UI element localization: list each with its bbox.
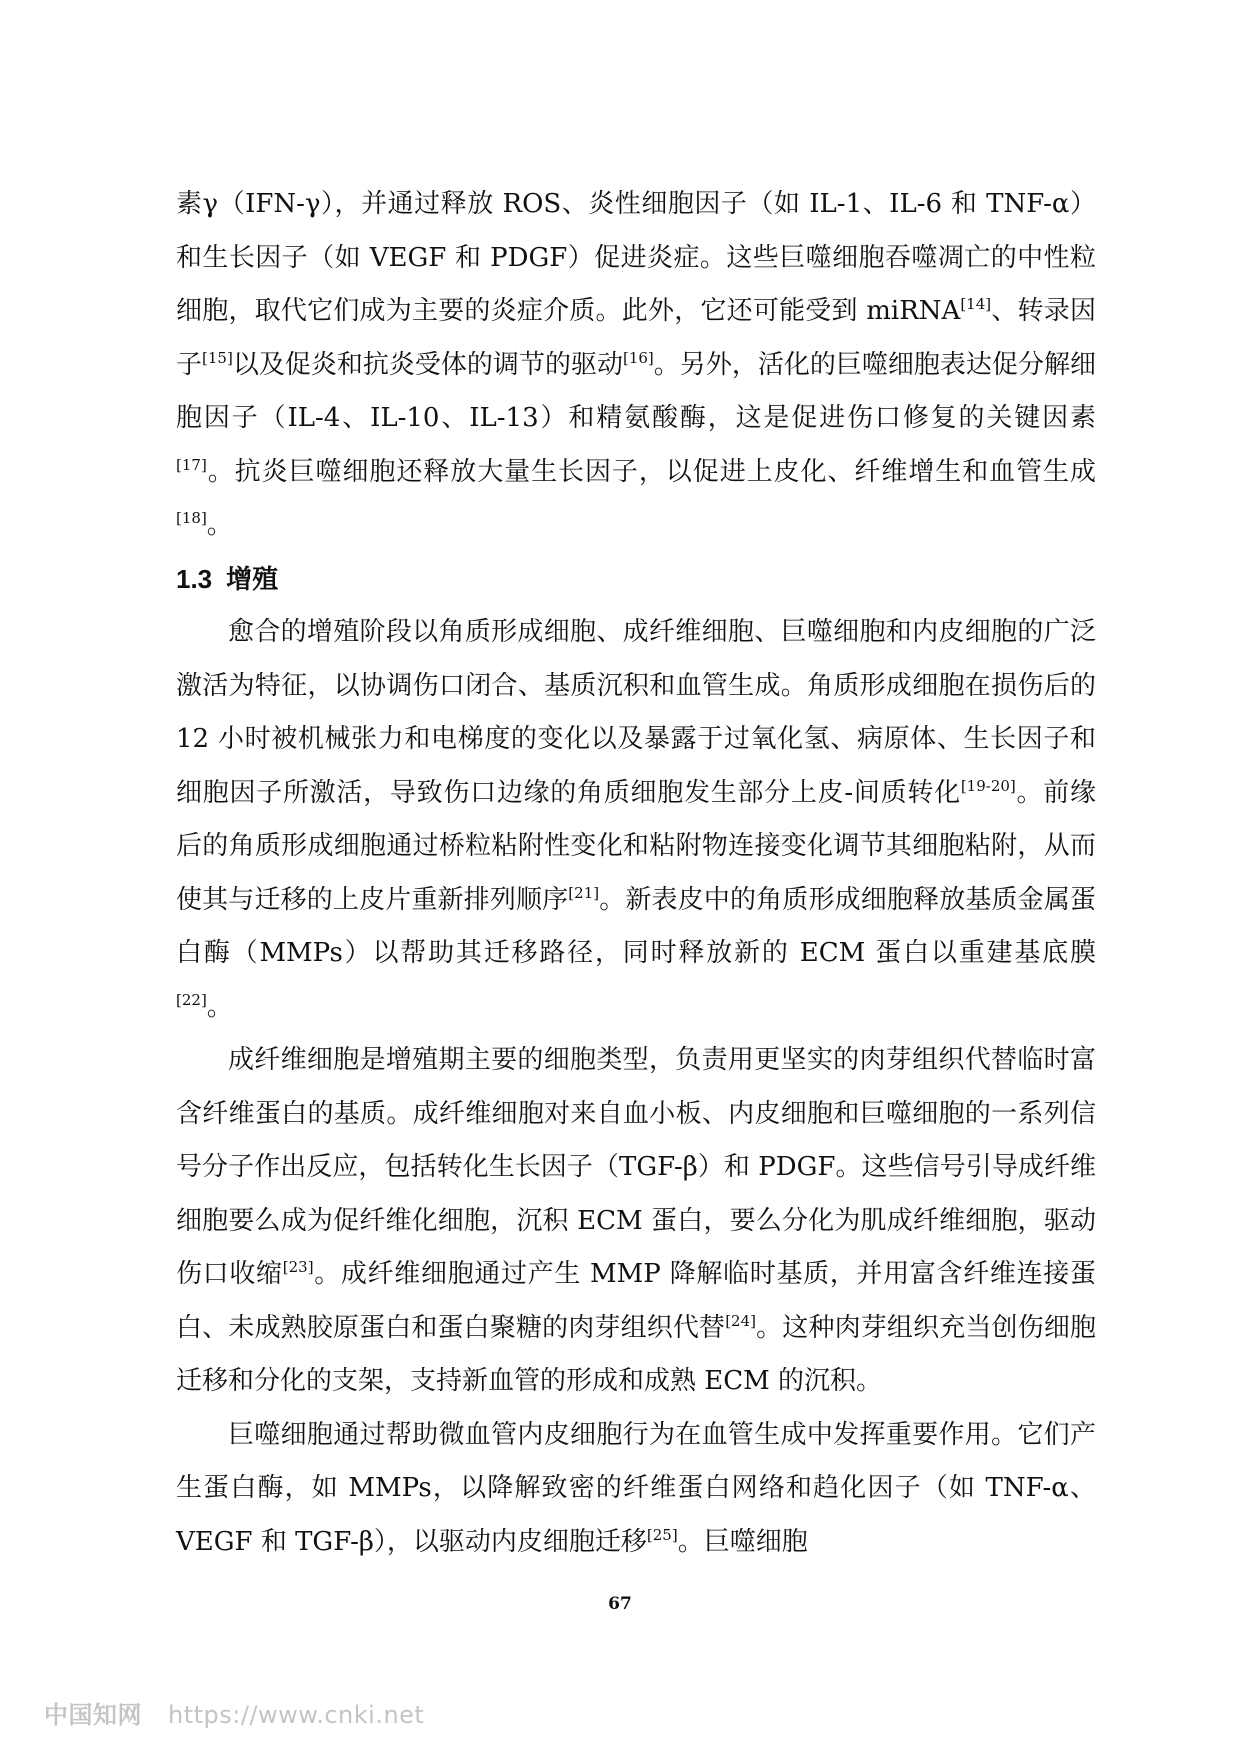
citation-ref: [22] xyxy=(176,990,207,1009)
text-run: 。成纤维细胞通过产生 MMP 降解临时基质，并用富含纤维连接蛋白、未成熟胶原蛋白和蛋白聚糖的肉芽组织代替 xyxy=(176,1259,1096,1343)
citation-ref: [16] xyxy=(622,348,654,367)
section-heading xyxy=(176,553,1096,607)
watermark-brand: 中国知网 xyxy=(44,1701,142,1729)
text-run: 。另外，活化的巨噬细胞表达促分解细胞因子（IL-4、IL-10、IL-13）和精氨酸酶，这是促进伤口修复的关键因素 xyxy=(176,349,1096,433)
paragraph-proliferation-keratinocytes xyxy=(176,606,1096,1034)
text-run: 。前缘后的角质形成细胞通过桥粒粘附性变化和粘附物连接变化调节其细胞粘附，从而使其与迁移的上皮片重新排列顺序 xyxy=(176,777,1096,915)
text-run: 。这种肉芽组织充当创伤细胞迁移和分化的支架，支持新血管的形成和成熟 ECM 的沉积。 xyxy=(176,1312,1096,1396)
text-run: 愈合的增殖阶段以角质形成细胞、成纤维细胞、巨噬细胞和内皮细胞的广泛激活为特征，以协调伤口闭合、基质沉积和血管生成。角质形成细胞在损伤后的 12 小时被机械张力和电梯度的变化以及暴露于过氧化氢、病原体、生长因子和细胞因子所激活，导致伤口边缘的角质细胞发生部分上皮-间质转化 xyxy=(176,617,1096,808)
citation-ref: [24] xyxy=(725,1311,756,1330)
citation-ref: [19-20] xyxy=(960,776,1016,795)
text-run: 素γ（IFN-γ），并通过释放 ROS、炎性细胞因子（如 IL-1、IL-6 和 TNF-α）和生长因子（如 VEGF 和 PDGF）促进炎症。这些巨噬细胞吞噬凋亡的中性粒细胞，取代它们成为主要的炎症介质。此外，它还可能受到 miRNA xyxy=(176,189,1096,326)
text-run: 以及促炎和抗炎受体的调节的驱动 xyxy=(232,349,623,380)
text-run: 。新表皮中的角质形成细胞释放基质金属蛋白酶（MMPs）以帮助其迁移路径，同时释放新的 ECM 蛋白以重建基底膜 xyxy=(176,884,1096,968)
citation-ref: [18] xyxy=(176,509,207,527)
page-number: 67 xyxy=(608,1594,632,1614)
cnki-watermark xyxy=(44,1695,424,1730)
paragraph-fibroblasts xyxy=(176,1034,1096,1409)
section-number: 1.3 xyxy=(176,563,213,594)
text-run: 成纤维细胞是增殖期主要的细胞类型，负责用更坚实的肉芽组织代替临时富含纤维蛋白的基质。成纤维细胞对来自血小板、内皮细胞和巨噬细胞的一系列信号分子作出反应，包括转化生长因子（TGF-β）和 PDGF。这些信号引导成纤维细胞要么成为促纤维化细胞，沉积 ECM 蛋白，要么分化为肌成纤维细胞，驱动伤口收缩 xyxy=(176,1045,1096,1289)
citation-ref: [23] xyxy=(282,1258,314,1276)
citation-ref: [14] xyxy=(960,295,992,313)
citation-ref: [25] xyxy=(646,1525,678,1544)
text-run: 。巨噬细胞 xyxy=(677,1526,808,1557)
text-run: 。 xyxy=(206,510,233,540)
text-run: 巨噬细胞通过帮助微血管内皮细胞行为在血管生成中发挥重要作用。它们产生蛋白酶，如 MMPs，以降解致密的纤维蛋白网络和趋化因子（如 TNF-α、VEGF 和 TGF-β），以驱动内皮细胞迁移 xyxy=(176,1419,1096,1557)
text-run: 。 xyxy=(206,991,233,1022)
paragraph-angiogenesis xyxy=(176,1409,1096,1570)
citation-ref: [17] xyxy=(176,455,207,474)
text-run: 。抗炎巨噬细胞还释放大量生长因子，以促进上皮化、纤维增生和血管生成 xyxy=(206,456,1096,487)
citation-ref: [21] xyxy=(568,883,600,902)
section-title: 增殖 xyxy=(226,563,279,594)
text-run: 、转录因子 xyxy=(176,296,1096,380)
page-body xyxy=(176,178,1096,1569)
paragraph-macrophage-inflammation xyxy=(176,178,1096,553)
citation-ref: [15] xyxy=(202,348,233,367)
watermark-url: https://www.cnki.net xyxy=(168,1701,425,1729)
